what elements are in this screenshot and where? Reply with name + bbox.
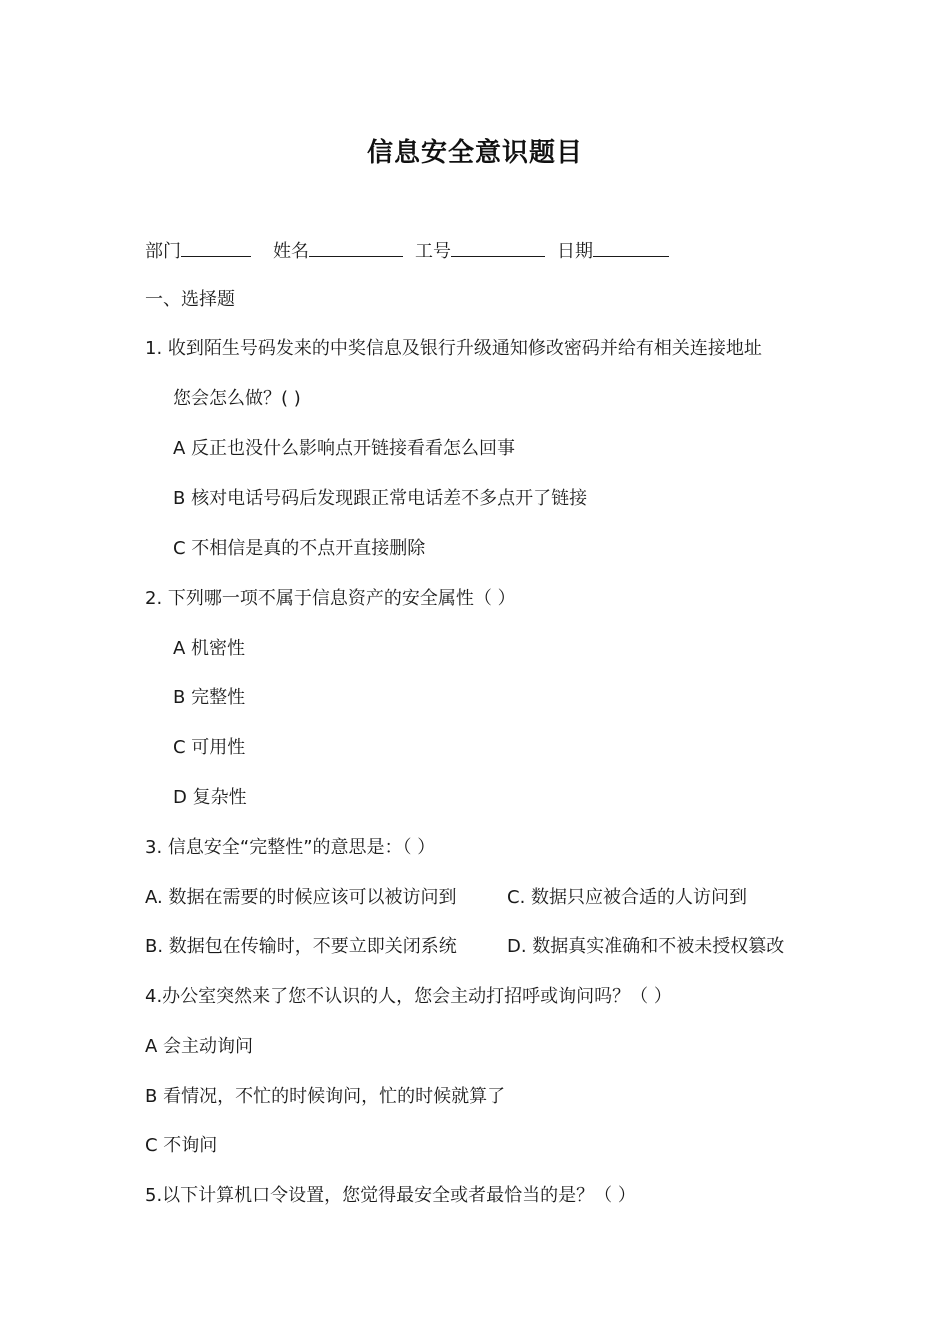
date-blank[interactable]	[593, 238, 669, 257]
question-4-option-c: C 不询问	[145, 1135, 218, 1156]
question-3-option-c: C. 数据只应被合适的人访问到	[507, 887, 748, 908]
question-2-option-d: D 复杂性	[173, 787, 247, 808]
question-2-option-a: A 机密性	[173, 638, 246, 659]
question-3-option-a: A. 数据在需要的时候应该可以被访问到	[145, 887, 457, 908]
question-2-option-c: C 可用性	[173, 737, 246, 758]
name-blank[interactable]	[309, 238, 403, 257]
employee-id-field	[415, 238, 545, 264]
question-1-option-c: C 不相信是真的不点开直接删除	[173, 538, 426, 559]
question-5-text: 5.以下计算机口令设置，您觉得最安全或者最恰当的是？（ ）	[145, 1185, 636, 1206]
question-1-option-a: A 反正也没什么影响点开链接看看怎么回事	[173, 438, 516, 459]
employee-id-blank[interactable]	[451, 238, 545, 257]
question-2-option-b: B 完整性	[173, 687, 246, 708]
section-heading: 一、选择题	[145, 289, 235, 310]
document-title: 信息安全意识题目	[366, 138, 583, 168]
question-4-text: 4.办公室突然来了您不认识的人，您会主动打招呼或询问吗？（ ）	[145, 986, 672, 1007]
department-label: 部门	[145, 241, 181, 262]
department-blank[interactable]	[181, 238, 251, 257]
question-2-text: 2. 下列哪一项不属于信息资产的安全属性（ ）	[145, 588, 516, 609]
question-4-option-b: B 看情况，不忙的时候询问，忙的时候就算了	[145, 1086, 506, 1107]
question-1-option-b: B 核对电话号码后发现跟正常电话差不多点开了链接	[173, 488, 588, 509]
date-field	[557, 238, 669, 264]
question-3-option-b: B. 数据包在传输时，不要立即关闭系统	[145, 936, 457, 957]
question-1-text: 1. 收到陌生号码发来的中奖信息及银行升级通知修改密码并给有相关连接地址	[145, 338, 762, 359]
employee-id-label: 工号	[415, 241, 451, 262]
question-1-text-cont: 您会怎么做？( )	[173, 388, 301, 409]
date-label: 日期	[557, 241, 593, 262]
header-fields	[145, 238, 669, 264]
name-label: 姓名	[273, 241, 309, 262]
question-3-option-d: D. 数据真实准确和不被未授权篡改	[507, 936, 785, 957]
question-3-text: 3. 信息安全“完整性”的意思是：（ ）	[145, 837, 436, 858]
department-field	[145, 238, 251, 264]
question-4-option-a: A 会主动询问	[145, 1036, 254, 1057]
name-field	[273, 238, 403, 264]
